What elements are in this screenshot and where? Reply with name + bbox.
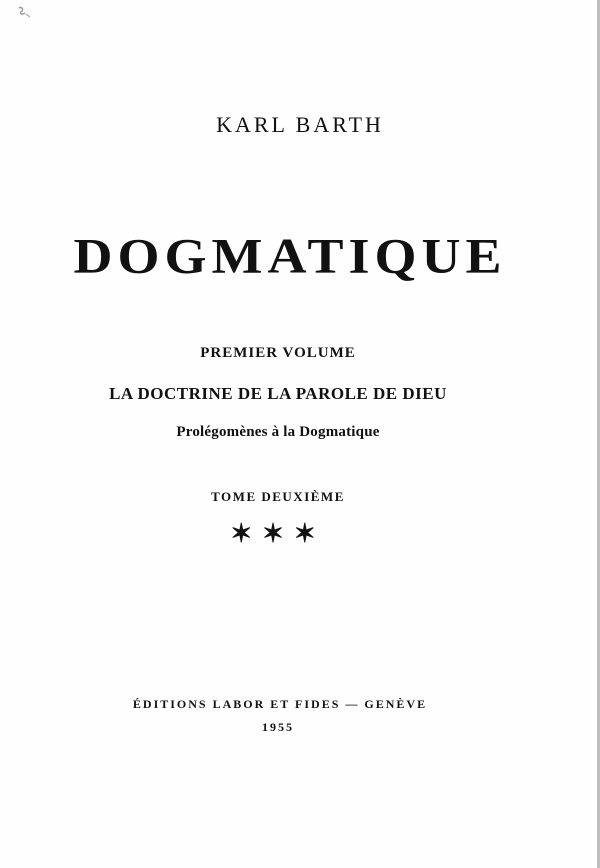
publication-year: 1955 <box>262 720 294 734</box>
publisher-imprint: ÉDITIONS LABOR ET FIDES — GENÈVE <box>132 697 428 711</box>
volume-subject: LA DOCTRINE DE LA PAROLE DE DIEU <box>109 384 447 403</box>
author-name: KARL BARTH <box>216 112 384 137</box>
volume-label: PREMIER VOLUME <box>200 345 356 361</box>
star-ornament-icon: ✶✶✶ <box>230 519 326 548</box>
book-title: DOGMATIQUE <box>73 228 507 284</box>
pencil-mark-icon <box>16 5 34 21</box>
tome-label: TOME DEUXIÈME <box>211 489 345 504</box>
book-subtitle: Prolégomènes à la Dogmatique <box>176 424 380 440</box>
